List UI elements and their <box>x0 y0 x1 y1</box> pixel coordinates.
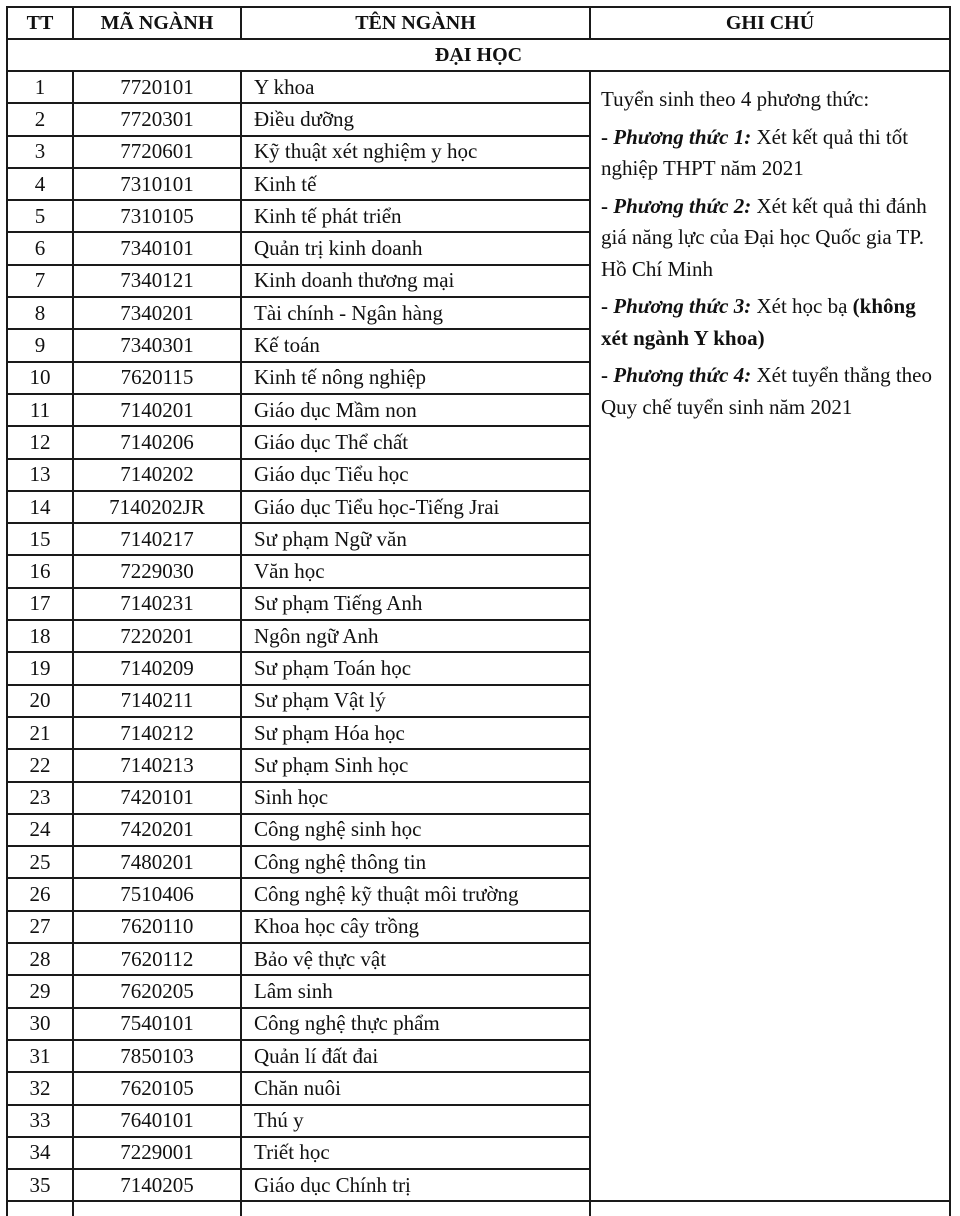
major-code: 7640101 <box>73 1105 241 1137</box>
method-label: Phương thức 3: <box>613 294 752 318</box>
method-dash: - <box>601 124 614 149</box>
major-name: Ngôn ngữ Anh <box>241 620 590 652</box>
admission-note <box>590 71 950 1201</box>
major-code: 7620205 <box>73 975 241 1007</box>
note-method <box>601 191 939 286</box>
major-code: 7720301 <box>73 103 241 135</box>
header-tt: TT <box>7 7 73 39</box>
row-number: 4 <box>7 168 73 200</box>
row-number: 2 <box>7 103 73 135</box>
major-name: Sư phạm Ngữ văn <box>241 523 590 555</box>
row-number: 14 <box>7 491 73 523</box>
note-method <box>601 360 939 423</box>
row-number: 29 <box>7 975 73 1007</box>
major-code: 7720101 <box>73 71 241 103</box>
header-note: GHI CHÚ <box>590 7 950 39</box>
row-number: 15 <box>7 523 73 555</box>
major-code: 7140212 <box>73 717 241 749</box>
row-number: 12 <box>7 426 73 458</box>
major-code: 7850103 <box>73 1040 241 1072</box>
trailing-cell <box>73 1201 241 1216</box>
major-name: Công nghệ thông tin <box>241 846 590 878</box>
row-number: 17 <box>7 588 73 620</box>
method-dash: - <box>601 294 614 318</box>
major-name: Sư phạm Sinh học <box>241 749 590 781</box>
row-number: 24 <box>7 814 73 846</box>
major-name: Tài chính - Ngân hàng <box>241 297 590 329</box>
major-name: Kinh tế <box>241 168 590 200</box>
major-code: 7540101 <box>73 1008 241 1040</box>
major-name: Triết học <box>241 1137 590 1169</box>
row-number: 13 <box>7 459 73 491</box>
major-code: 7140213 <box>73 749 241 781</box>
row-number: 18 <box>7 620 73 652</box>
method-text: Xét kết quả thi tốt nghiệp THPT năm 2021 <box>601 124 909 180</box>
major-code: 7229030 <box>73 555 241 587</box>
method-emphasis: (không xét ngành Y khoa) <box>601 294 916 350</box>
row-number: 8 <box>7 297 73 329</box>
major-name: Điều dưỡng <box>241 103 590 135</box>
major-code: 7620110 <box>73 911 241 943</box>
major-name: Sư phạm Hóa học <box>241 717 590 749</box>
major-name: Giáo dục Chính trị <box>241 1169 590 1201</box>
trailing-cell <box>590 1201 950 1216</box>
major-name: Công nghệ sinh học <box>241 814 590 846</box>
major-code: 7720601 <box>73 136 241 168</box>
major-name: Giáo dục Mầm non <box>241 394 590 426</box>
row-number: 1 <box>7 71 73 103</box>
row-number: 22 <box>7 749 73 781</box>
major-code: 7140202JR <box>73 491 241 523</box>
trailing-cell <box>241 1201 590 1216</box>
major-code: 7420101 <box>73 782 241 814</box>
method-text: Xét kết quả thi đánh giá năng lực của Đại học Quốc gia TP. Hồ Chí Minh <box>601 193 927 281</box>
major-code: 7140206 <box>73 426 241 458</box>
method-dash: - <box>601 193 614 218</box>
row-number: 27 <box>7 911 73 943</box>
row-number: 10 <box>7 362 73 394</box>
major-name: Sinh học <box>241 782 590 814</box>
section-title: ĐẠI HỌC <box>7 39 950 71</box>
row-number: 6 <box>7 232 73 264</box>
major-name: Kinh doanh thương mại <box>241 265 590 297</box>
header-row <box>7 7 950 39</box>
major-code: 7340121 <box>73 265 241 297</box>
major-code: 7340301 <box>73 329 241 361</box>
major-code: 7140205 <box>73 1169 241 1201</box>
note-intro: Tuyển sinh theo 4 phương thức: <box>601 87 870 111</box>
major-code: 7510406 <box>73 878 241 910</box>
row-number: 32 <box>7 1072 73 1104</box>
method-label: Phương thức 4: <box>613 363 752 387</box>
method-text: Xét tuyển thẳng theo Quy chế tuyển sinh năm 2021 <box>601 363 932 419</box>
major-name: Kỹ thuật xét nghiệm y học <box>241 136 590 168</box>
table-row <box>7 71 950 103</box>
row-number: 33 <box>7 1105 73 1137</box>
major-code: 7220201 <box>73 620 241 652</box>
major-code: 7620112 <box>73 943 241 975</box>
header-name: TÊN NGÀNH <box>241 7 590 39</box>
method-dash: - <box>601 363 614 387</box>
major-name: Quản lí đất đai <box>241 1040 590 1072</box>
major-name: Sư phạm Tiếng Anh <box>241 588 590 620</box>
major-code: 7340201 <box>73 297 241 329</box>
row-number: 31 <box>7 1040 73 1072</box>
major-name: Bảo vệ thực vật <box>241 943 590 975</box>
major-code: 7310101 <box>73 168 241 200</box>
row-number: 30 <box>7 1008 73 1040</box>
major-name: Quản trị kinh doanh <box>241 232 590 264</box>
major-code: 7420201 <box>73 814 241 846</box>
trailing-cell <box>7 1201 73 1216</box>
major-code: 7140202 <box>73 459 241 491</box>
row-number: 23 <box>7 782 73 814</box>
row-number: 11 <box>7 394 73 426</box>
trailing-row <box>7 1201 950 1216</box>
major-name: Giáo dục Tiểu học-Tiếng Jrai <box>241 491 590 523</box>
major-name: Kinh tế nông nghiệp <box>241 362 590 394</box>
major-name: Khoa học cây trồng <box>241 911 590 943</box>
major-code: 7620105 <box>73 1072 241 1104</box>
major-code: 7310105 <box>73 200 241 232</box>
row-number: 21 <box>7 717 73 749</box>
major-code: 7140217 <box>73 523 241 555</box>
major-name: Lâm sinh <box>241 975 590 1007</box>
major-name: Y khoa <box>241 71 590 103</box>
row-number: 28 <box>7 943 73 975</box>
row-number: 3 <box>7 136 73 168</box>
row-number: 9 <box>7 329 73 361</box>
row-number: 7 <box>7 265 73 297</box>
header-code: MÃ NGÀNH <box>73 7 241 39</box>
major-name: Giáo dục Tiểu học <box>241 459 590 491</box>
majors-body <box>7 71 950 1201</box>
major-name: Kế toán <box>241 329 590 361</box>
section-row <box>7 39 950 71</box>
row-number: 20 <box>7 685 73 717</box>
majors-table <box>6 6 951 1216</box>
note-method <box>601 122 939 185</box>
major-code: 7480201 <box>73 846 241 878</box>
major-name: Thú y <box>241 1105 590 1137</box>
major-code: 7229001 <box>73 1137 241 1169</box>
major-name: Chăn nuôi <box>241 1072 590 1104</box>
major-code: 7140211 <box>73 685 241 717</box>
row-number: 34 <box>7 1137 73 1169</box>
major-name: Kinh tế phát triển <box>241 200 590 232</box>
major-name: Sư phạm Vật lý <box>241 685 590 717</box>
row-number: 19 <box>7 652 73 684</box>
row-number: 5 <box>7 200 73 232</box>
method-text: Xét học bạ <box>751 294 853 318</box>
method-label: Phương thức 1: <box>613 124 752 149</box>
row-number: 25 <box>7 846 73 878</box>
row-number: 35 <box>7 1169 73 1201</box>
note-method <box>601 291 939 354</box>
row-number: 16 <box>7 555 73 587</box>
major-name: Sư phạm Toán học <box>241 652 590 684</box>
major-code: 7620115 <box>73 362 241 394</box>
major-code: 7140231 <box>73 588 241 620</box>
row-number: 26 <box>7 878 73 910</box>
major-code: 7340101 <box>73 232 241 264</box>
major-code: 7140201 <box>73 394 241 426</box>
method-label: Phương thức 2: <box>613 193 752 218</box>
major-name: Công nghệ thực phẩm <box>241 1008 590 1040</box>
major-code: 7140209 <box>73 652 241 684</box>
major-name: Văn học <box>241 555 590 587</box>
major-name: Giáo dục Thể chất <box>241 426 590 458</box>
major-name: Công nghệ kỹ thuật môi trường <box>241 878 590 910</box>
